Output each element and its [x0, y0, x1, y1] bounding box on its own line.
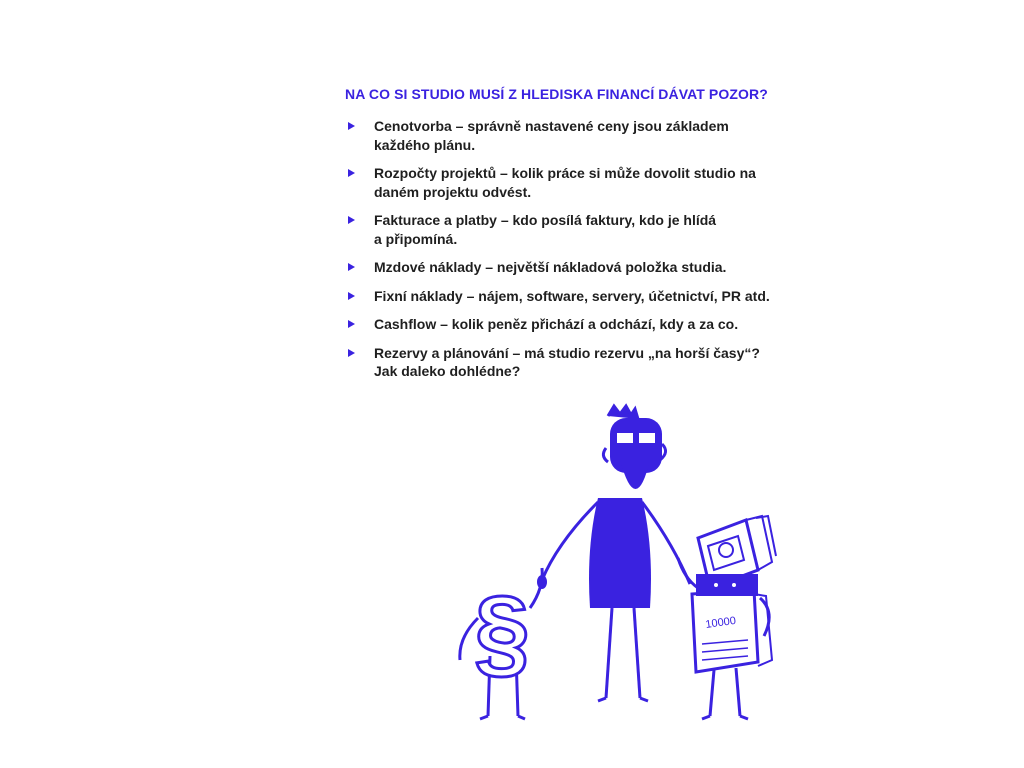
man-character	[537, 406, 690, 701]
section-sign-character	[460, 568, 542, 719]
list-item: Cashflow – kolik peněz přichází a odchází, kdy a za co.	[345, 315, 805, 334]
triangle-bullet-icon	[348, 320, 355, 328]
finance-checklist	[345, 117, 805, 391]
list-item: Cenotvorba – správně nastavené ceny jsou základem každého plánu.	[345, 117, 805, 154]
list-item: Rozpočty projektů – kolik práce si může dovolit studio na daném projektu odvést.	[345, 164, 805, 201]
newspaper-text: 10000	[704, 614, 737, 631]
list-item: Rezervy a plánování – má studio rezervu „na horší časy“? Jak daleko dohlédne?	[345, 344, 805, 381]
triangle-bullet-icon	[348, 216, 355, 224]
list-item: Mzdové náklady – největší nákladová položka studia.	[345, 258, 805, 277]
triangle-bullet-icon	[348, 263, 355, 271]
list-item: Fixní náklady – nájem, software, servery, účetnictví, PR atd.	[345, 287, 805, 306]
family-illustration	[430, 398, 790, 738]
triangle-bullet-icon	[348, 349, 355, 357]
newspaper-character	[678, 516, 776, 719]
section-sign-text: §	[474, 576, 530, 688]
page-heading: NA CO SI STUDIO MUSÍ Z HLEDISKA FINANCÍ DÁVAT POZOR?	[345, 86, 768, 102]
triangle-bullet-icon	[348, 292, 355, 300]
list-item: Fakturace a platby – kdo posílá faktury, kdo je hlídá a připomíná.	[345, 211, 805, 248]
triangle-bullet-icon	[348, 169, 355, 177]
triangle-bullet-icon	[348, 122, 355, 130]
